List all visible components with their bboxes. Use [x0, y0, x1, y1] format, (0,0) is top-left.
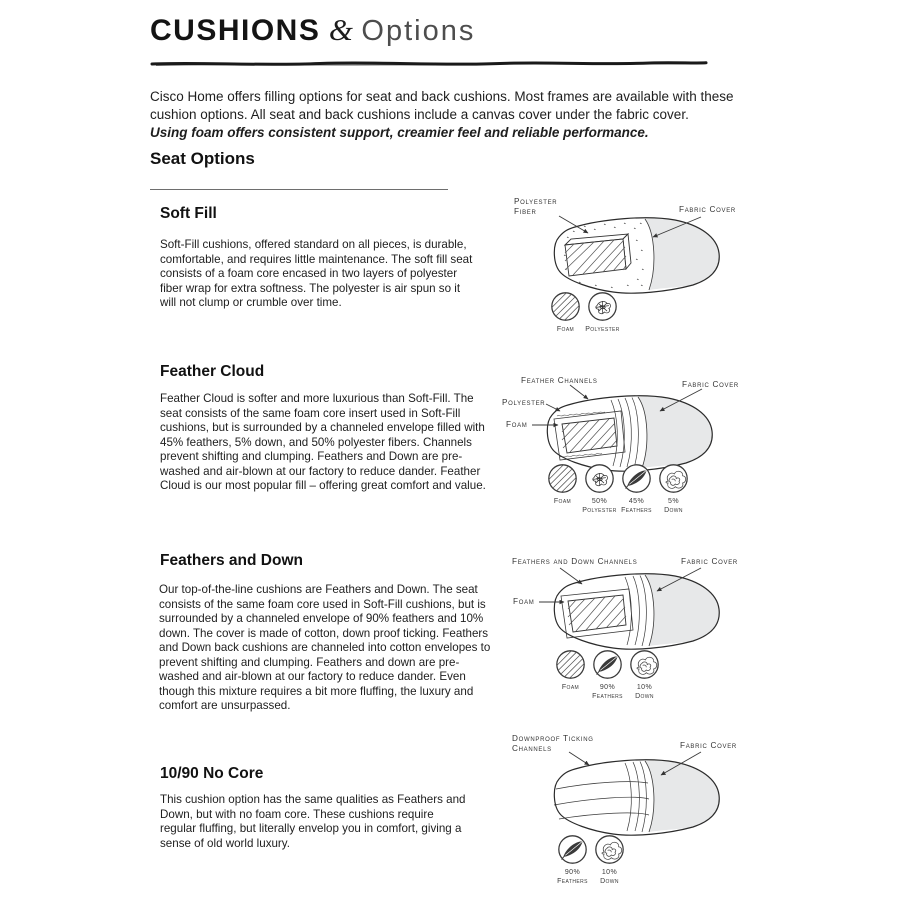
label-foam: Foam [506, 420, 528, 429]
label-feathers-down-channels: Feathers and Down Channels [512, 557, 638, 566]
label-fabric-cover: Fabric Cover [681, 557, 738, 566]
option-name-feathers-down: Feathers and Down [160, 552, 303, 569]
diagram-feather-cloud [490, 373, 780, 525]
label-polyester: Polyester [502, 398, 546, 407]
foam-core [568, 595, 626, 632]
diagram-soft-fill [497, 195, 787, 345]
polyester-icon [584, 463, 615, 494]
material-legend [547, 291, 621, 335]
legend-item: 50% Polyester [581, 463, 618, 515]
option-name-feather-cloud: Feather Cloud [160, 363, 265, 380]
down-icon [629, 649, 660, 680]
down-icon [658, 463, 689, 494]
feather-icon [592, 649, 623, 680]
label-fabric-cover: Fabric Cover [680, 741, 737, 750]
label-polyester-fiber: Polyester Fiber [514, 197, 558, 216]
legend-item: 5% Down [655, 463, 692, 515]
diagram-1090-no-core [497, 731, 787, 896]
legend-item: Foam [547, 291, 584, 335]
intro-body: Cisco Home offers filling options for seat and back cushions. Most frames are available with these cushion options. All seat and back cushions include a canvas cover under the fabric cover. [150, 89, 734, 122]
option-desc-feathers-down: Our top-of-the-line cushions are Feathers and Down. The seat consists of the same foam core used in Soft-Fill cushions, but is surrounded by a channeled envelope of 90% feathers and 10% down. The cover is made of cotton, down proof ticking. Feathers and Down back cushions are channeled into cotton envelopes to prevent shifting and clumping. Feathers and down are pre-washed and air-blown at our factory to reduce dander. Even though this mixture requires a bit more fluffing, the luxury and comfort are unsurpassed. [159, 583, 491, 712]
foam-icon [550, 291, 581, 322]
title-ampersand: & [328, 12, 353, 47]
label-feather-channels: Feather Channels [521, 376, 598, 385]
material-legend [552, 649, 663, 701]
legend-item: 45% Feathers [618, 463, 655, 515]
legend-item: 10% Down [626, 649, 663, 701]
legend-item: 90% Feathers [554, 834, 591, 886]
polyester-icon [587, 291, 618, 322]
option-name-soft-fill: Soft Fill [160, 205, 217, 222]
option-desc-soft-fill: Soft-Fill cushions, offered standard on all pieces, is durable, comfortable, and requires little maintenance. The soft fill seat consists of a foam core encased in two layers of polyester fiber wrap for extra softness. The polyester is air spun so it will not clump or crumble over time. [160, 238, 473, 309]
option-desc-1090-no-core: This cushion option has the same qualities as Feathers and Down, but with no foam core. These cushions require regular fluffing, but literally envelop you in comfort, giving a sense of old world luxury. [160, 793, 466, 850]
page-title [150, 12, 475, 48]
legend-item: Polyester [584, 291, 621, 335]
hand-drawn-rule [150, 58, 708, 70]
label-downproof-ticking-channels: Downproof Ticking Channels [512, 734, 594, 753]
title-primary: CUSHIONS [150, 14, 321, 47]
material-legend [544, 463, 692, 515]
diagram-feathers-down [497, 551, 787, 703]
legend-item: 90% Feathers [589, 649, 626, 701]
foam-icon [555, 649, 586, 680]
material-legend [554, 834, 628, 886]
title-secondary: Options [361, 15, 476, 47]
foam-core [565, 239, 626, 276]
down-icon [594, 834, 625, 865]
legend-item: 10% Down [591, 834, 628, 886]
legend-item: Foam [544, 463, 581, 515]
section-divider [150, 189, 448, 190]
seat-options-heading: Seat Options [150, 149, 255, 168]
intro-emphasis: Using foam offers consistent support, creamier feel and reliable performance. [150, 125, 649, 140]
label-foam: Foam [513, 597, 535, 606]
label-fabric-cover: Fabric Cover [682, 380, 739, 389]
feather-icon [621, 463, 652, 494]
feather-icon [557, 834, 588, 865]
option-name-1090-no-core: 10/90 No Core [160, 765, 264, 782]
label-fabric-cover: Fabric Cover [679, 205, 736, 214]
intro-paragraph [150, 88, 774, 142]
foam-icon [547, 463, 578, 494]
legend-item: Foam [552, 649, 589, 701]
option-desc-feather-cloud: Feather Cloud is softer and more luxurious than Soft-Fill. The seat consists of the same foam core insert used in Soft-Fill cushions, but is surrounded by a channeled envelope filled with 45% feathers, 5% down, and 50% polyester fibers. Channels prevent shifting and clumping. Feathers and Down are pre-washed and air-blown at our factory to reduce dander. Feather Cloud is our most popular fill – offering great comfort and value. [160, 392, 486, 492]
